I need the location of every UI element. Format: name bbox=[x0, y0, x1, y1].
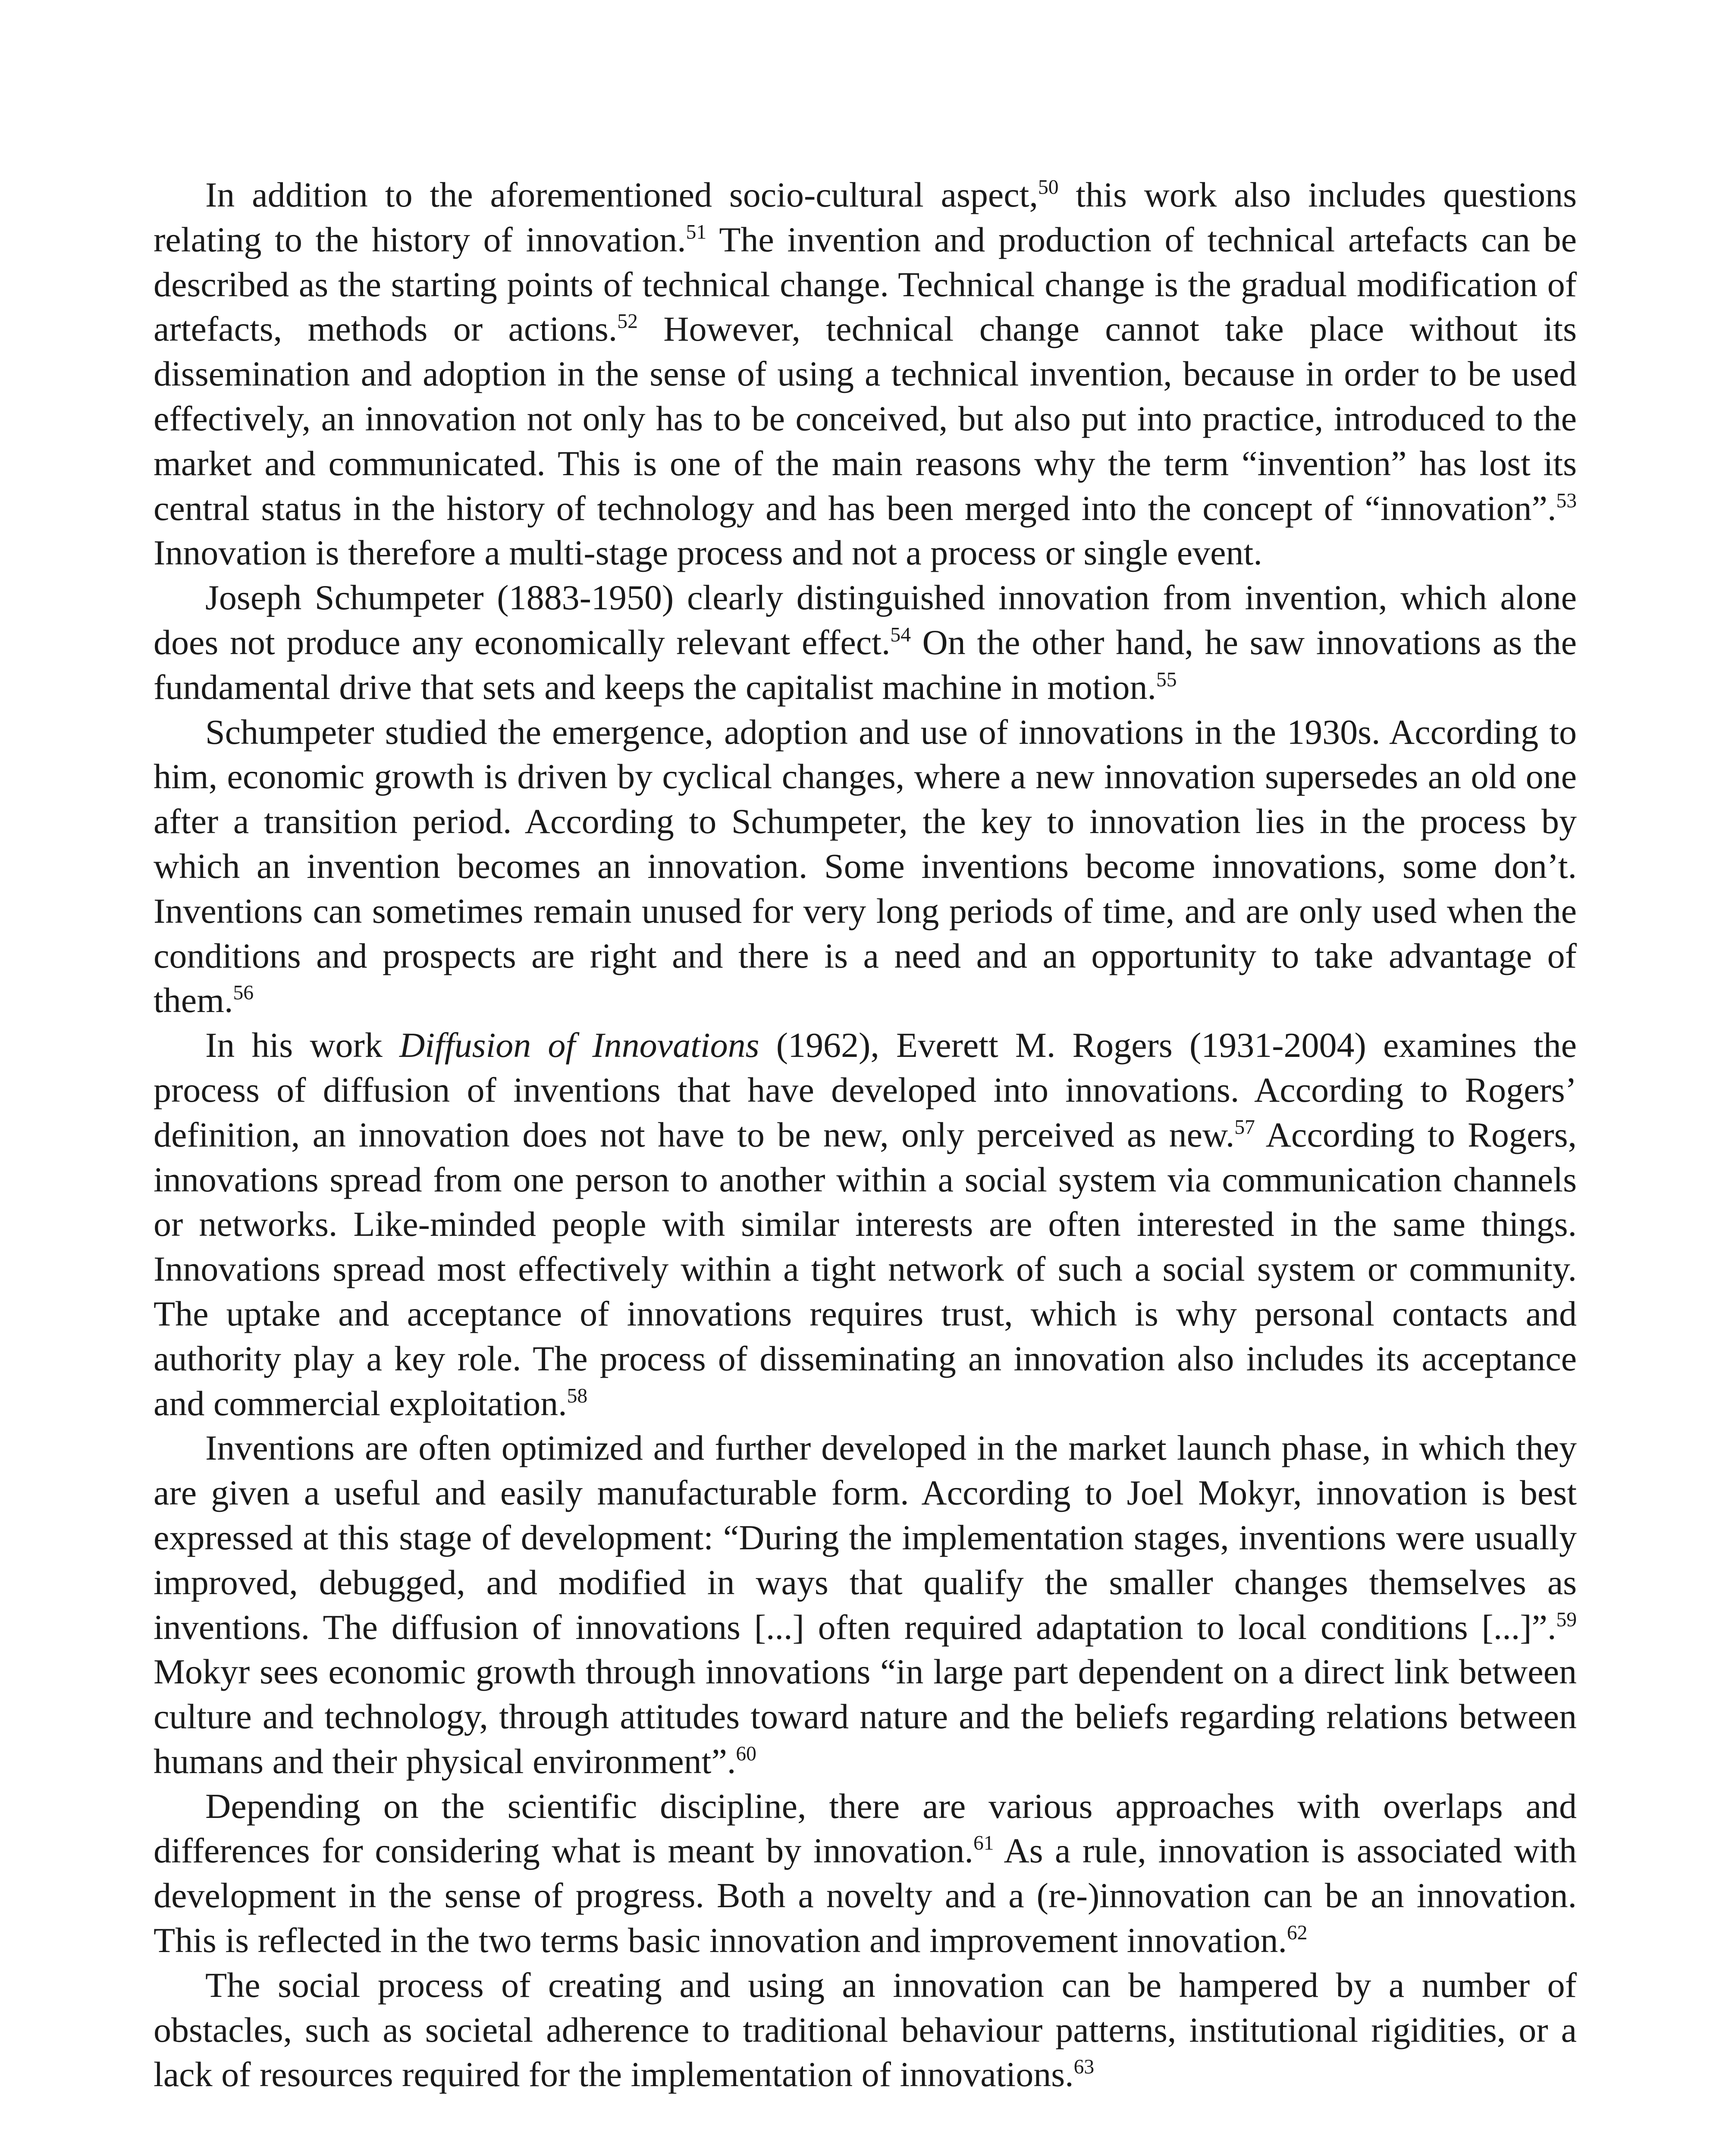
footnote-marker: 55 bbox=[1156, 668, 1177, 691]
paragraph-text: The social process of creating and using an innovation can be hampered by a number of obstacles, such as societal adherence to traditional behaviour patterns, institutional rigidities, or a lack of resources required for the implementation of innovations. bbox=[154, 1965, 1577, 2094]
footnote-marker: 59 bbox=[1556, 1608, 1577, 1631]
paragraph-text: Mokyr sees economic growth through innovations “in large part dependent on a direct link between culture and technology, through attitudes toward nature and the beliefs regarding relations between humans and their physical environment”. bbox=[154, 1652, 1577, 1781]
footnote-marker: 58 bbox=[567, 1385, 588, 1407]
footnote-marker: 52 bbox=[617, 310, 638, 333]
footnote-marker: 63 bbox=[1073, 2056, 1095, 2078]
footnote-marker: 51 bbox=[686, 221, 707, 244]
footnote-marker: 54 bbox=[890, 624, 911, 646]
paragraph bbox=[154, 172, 1577, 575]
paragraph-text: Depending on the scientific discipline, there are various approaches with overlaps and differences for considering what is meant by innovation. bbox=[154, 1786, 1577, 1871]
paragraph bbox=[154, 1784, 1577, 1963]
footnote-marker: 56 bbox=[233, 981, 254, 1004]
paragraph-text: However, technical change cannot take place without its dissemination and adoption in the sense of using a technical invention, because in order to be used effectively, an innovation not only has to be conceived, but also put into practice, introduced to the market and communicated. This is one of the main reasons why the term “invention” has lost its central status in the history of technology and has been merged into the concept of “innovation”. bbox=[154, 309, 1577, 528]
paragraph-text: Inventions are often optimized and further developed in the market launch phase, in which they are given a useful and easily manufacturable form. According to Joel Mokyr, innovation is best expressed at this stage of development: “During the implementation stages, inventions were usually improved, debugged, and modified in ways that qualify the smaller changes themselves as inventions. The diffusion of innovations [...] often required adaptation to local conditions [...]”. bbox=[154, 1428, 1577, 1647]
paragraph bbox=[154, 710, 1577, 1023]
paragraph-text: In his work bbox=[205, 1025, 400, 1065]
footnote-marker: 57 bbox=[1234, 1116, 1255, 1139]
paragraph-text: Schumpeter studied the emergence, adoption and use of innovations in the 1930s. According to him, economic growth is driven by cyclical changes, where a new innovation supersedes an old one after a transition period. According to Schumpeter, the key to innovation lies in the process by which an invention becomes an innovation. Some inventions become innovations, some don’t. Inventions can sometimes remain unused for very long periods of time, and are only used when the conditions and prospects are right and there is a need and an opportunity to take advantage of them. bbox=[154, 712, 1577, 1020]
paragraph-text: In addition to the aforementioned socio-cultural aspect, bbox=[205, 175, 1038, 214]
footnote-marker: 50 bbox=[1038, 176, 1059, 199]
footnote-marker: 61 bbox=[973, 1832, 994, 1855]
paragraph-text: Joseph Schumpeter (1883-1950) clearly distinguished innovation from invention, which alone does not produce any economically relevant effect. bbox=[154, 578, 1577, 662]
paragraph bbox=[154, 575, 1577, 709]
paragraph bbox=[154, 1426, 1577, 1783]
paragraph-text: this work also includes questions relating to the history of innovation. bbox=[154, 175, 1577, 259]
footnote-marker: 62 bbox=[1286, 1921, 1308, 1944]
paragraph-text: (1962), Everett M. Rogers (1931-2004) examines the process of diffusion of inventions that have developed into innovations. According to Rogers’ definition, an innovation does not have to be new, only perceived as new. bbox=[154, 1025, 1577, 1154]
paragraph-text: On the other hand, he saw innovations as the fundamental drive that sets and keeps the capitalist machine in motion. bbox=[154, 622, 1577, 707]
paragraph bbox=[154, 1963, 1577, 2097]
paragraph-text: As a rule, innovation is associated with development in the sense of progress. Both a novelty and a (re-)innovation can be an innovation. This is reflected in the two terms basic innovation and improvement innovation. bbox=[154, 1831, 1577, 1960]
body-text bbox=[154, 172, 1577, 2097]
work-title: Diffusion of Innovations bbox=[399, 1025, 759, 1065]
paragraph-text: The invention and production of technical artefacts can be described as the starting points of technical change. Technical change is the gradual modification of artefacts, methods or actions. bbox=[154, 219, 1577, 349]
paragraph-text: Innovation is therefore a multi-stage process and not a process or single event. bbox=[154, 533, 1262, 573]
footnote-marker: 60 bbox=[736, 1742, 756, 1765]
paragraph bbox=[154, 1023, 1577, 1426]
paragraph-text: According to Rogers, innovations spread from one person to another within a social system via communication channels or networks. Like-minded people with similar interests are often interested in the same things. Innovations spread most effectively within a tight network of such a social system or community. The uptake and acceptance of innovations requires trust, which is why personal contacts and authority play a key role. The process of disseminating an innovation also includes its acceptance and commercial exploitation. bbox=[154, 1115, 1577, 1423]
footnote-marker: 53 bbox=[1556, 489, 1577, 512]
